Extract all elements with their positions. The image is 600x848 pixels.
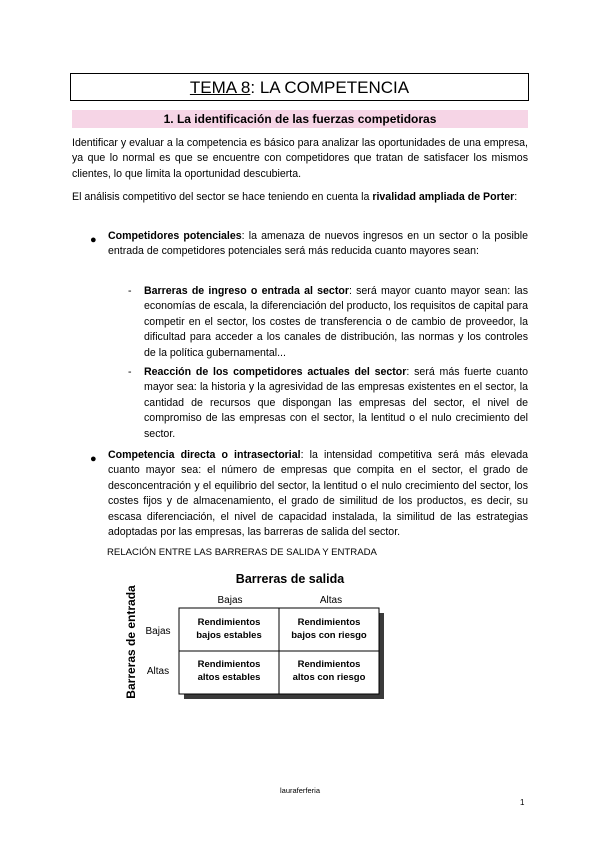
bullet-term: Competencia directa o intrasectorial xyxy=(108,449,301,461)
subitem xyxy=(144,365,528,442)
porter-bold: rivalidad ampliada de Porter xyxy=(372,191,515,203)
matrix-cell: Rendimientos bajos estables xyxy=(196,617,262,641)
matrix-col-label: Altas xyxy=(319,595,343,606)
title-rest: : LA COMPETENCIA xyxy=(250,78,410,97)
subitem-term: Barreras de ingreso o entrada al sector xyxy=(144,285,349,297)
dash-icon: - xyxy=(128,285,132,297)
intro-paragraph: Identificar y evaluar a la competencia es básico para analizar las oportunidades de una empresa, ya que lo normal es que se encuentre con competidores que tratan de satisfacer los mismos clientes, lo que limita la oportunidad descubierta. xyxy=(72,137,528,180)
title-main: TEMA 8 xyxy=(189,78,251,97)
porter-paragraph xyxy=(72,190,528,205)
figure-caption: RELACIÓN ENTRE LAS BARRERAS DE SALIDA Y ENTRADA xyxy=(107,547,377,558)
page-title xyxy=(70,73,529,101)
dash-icon: - xyxy=(128,366,132,378)
porter-end: : xyxy=(514,191,518,203)
matrix-row-label: Altas xyxy=(146,666,170,677)
porter-text: El análisis competitivo del sector se hace teniendo en cuenta la xyxy=(72,191,373,203)
bullet-item xyxy=(108,448,528,540)
bullet-term: Competidores potenciales xyxy=(108,230,242,242)
subitem-text: : será más fuerte cuanto mayor sea: la historia y la agresividad de las empresas existentes en el sector, la cantidad de recursos que dispongan las empresas del sector, el nivel de compromiso de las empresas con el sector, la lentitud o el nulo crecimiento del sector. xyxy=(144,366,528,440)
matrix-top-title: Barreras de salida xyxy=(235,572,345,586)
footer-signature: lauraferferia xyxy=(279,786,321,795)
page-number: 1 xyxy=(520,798,525,807)
section-heading: 1. La identificación de las fuerzas competidoras xyxy=(72,110,528,128)
subitem-text: : será mayor cuanto mayor sean: las economías de escala, la diferenciación del producto, los requisitos de capital para competir en el sector, los costes de transferencia o de cambio de proveedor, la dificultad para acceder a los canales de distribución, las normas y los controles de la política gubernamental... xyxy=(144,285,528,359)
bullet-item xyxy=(108,229,528,260)
matrix-cell: Rendimientos altos estables xyxy=(197,659,261,683)
matrix-row-label: Bajas xyxy=(145,626,171,637)
bullet-text: : la amenaza de nuevos ingresos en un sector o la posible entrada de competidores potenciales será más reducida cuanto mayores sean: xyxy=(108,230,529,258)
bullet-text: : la intensidad competitiva será más elevada cuanto mayor sea: el número de empresas que compita en el sector, el grado de desconcentración y el equilibrio del sector, la lentitud o el nulo crecimiento del sector, los costes fijos y de almacenamiento, el grado de similitud de los productos, es decir, su escasa diferenciación, el nivel de capacidad instalada, la similitud de las estrategias adoptadas por las empresas, las barreras de salida del sector. xyxy=(108,449,528,539)
subitem-term: Reacción de los competidores actuales del sector xyxy=(144,366,407,378)
subitem xyxy=(144,284,528,361)
bullet-icon: ● xyxy=(90,453,97,465)
barrier-matrix xyxy=(120,568,400,703)
bullet-icon: ● xyxy=(90,234,97,246)
matrix-cell: Rendimientos bajos con riesgo xyxy=(291,617,367,641)
matrix-col-label: Bajas xyxy=(217,595,243,606)
matrix-cell: Rendimientos altos con riesgo xyxy=(292,659,366,683)
matrix-side-title: Barreras de entrada xyxy=(124,585,138,699)
